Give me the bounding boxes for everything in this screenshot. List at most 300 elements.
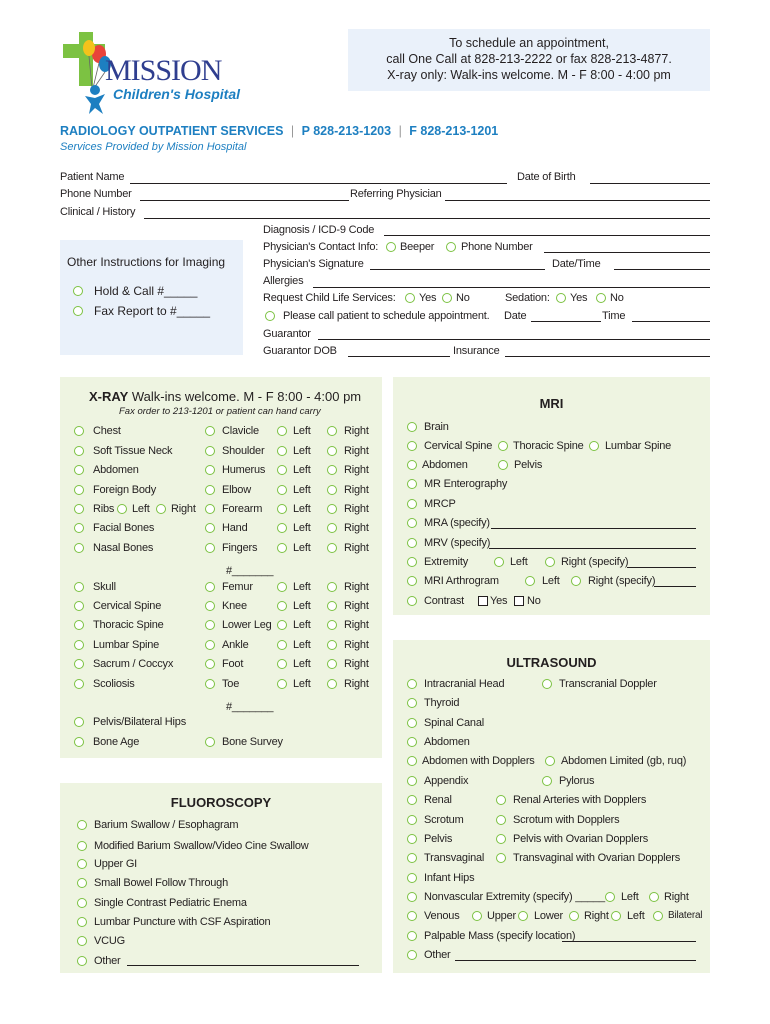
mri-contrast-label: Contrast	[424, 595, 464, 607]
us-appendix-label: Appendix	[424, 775, 469, 787]
mri-arthro-field[interactable]	[654, 586, 696, 587]
ribs-right-radio[interactable]	[156, 504, 166, 514]
us-pylorus-label: Pylorus	[559, 775, 595, 787]
beeper-label: Beeper	[400, 241, 435, 253]
xray-right-label: Right	[344, 678, 369, 690]
xray-col1-radio[interactable]	[74, 446, 84, 456]
us-venous-lower-label: Lower	[534, 910, 563, 922]
mri-abdomen-radio[interactable]	[407, 460, 417, 470]
contrast-no-label: No	[527, 595, 541, 607]
us-infant-label: Infant Hips	[424, 872, 475, 884]
us-abd-doppler-radio[interactable]	[407, 756, 417, 766]
toe-number-field: #_______	[226, 701, 274, 713]
xray-left-label: Left	[293, 503, 311, 515]
us-nonvascular-right-label: Right	[664, 891, 689, 903]
fluoro-item-label: Upper GI	[94, 858, 138, 870]
title-separator: |	[290, 124, 295, 138]
us-infant-radio[interactable]	[407, 873, 417, 883]
us-other-label: Other	[424, 949, 451, 961]
xray-title	[89, 389, 361, 404]
xray-col2b-label: Knee	[222, 600, 247, 612]
us-transcranial-label: Transcranial Doppler	[559, 678, 657, 690]
clinical-history-field[interactable]	[144, 218, 710, 219]
hold-call-label: Hold & Call #_____	[94, 284, 198, 298]
xray-col1b-radio[interactable]	[74, 582, 84, 592]
mri-mrcp-label: MRCP	[424, 498, 456, 510]
xray-left-label: Left	[293, 658, 311, 670]
xray-col2-radio[interactable]	[205, 485, 215, 495]
us-venous-radio[interactable]	[407, 911, 417, 921]
insurance-field[interactable]	[505, 356, 710, 357]
sedation-yes-radio[interactable]	[556, 293, 566, 303]
mri-mra-radio[interactable]	[407, 518, 417, 528]
child-life-no-radio[interactable]	[442, 293, 452, 303]
guarantor-dob-field[interactable]	[348, 356, 450, 357]
mri-extremity-right-label: Right (specify)	[561, 556, 629, 568]
xray-col1-radio[interactable]	[74, 523, 84, 533]
us-palpable-label: Palpable Mass (specify location)	[424, 930, 576, 942]
phone-number-radio[interactable]	[446, 242, 456, 252]
mri-extremity-left-label: Left	[510, 556, 528, 568]
pelvis-hips-radio[interactable]	[74, 717, 84, 727]
beeper-radio[interactable]	[386, 242, 396, 252]
xray-left-radio[interactable]	[277, 543, 287, 553]
xray-left-radio[interactable]	[277, 523, 287, 533]
xray-col2-label: Humerus	[222, 464, 266, 476]
fax-report-radio[interactable]	[73, 306, 83, 316]
mri-pelvis-radio[interactable]	[498, 460, 508, 470]
mri-pelvis-label: Pelvis	[514, 459, 543, 471]
us-venous-left-radio[interactable]	[611, 911, 621, 921]
mri-mra-field[interactable]	[491, 528, 696, 529]
mri-lumbar-radio[interactable]	[589, 441, 599, 451]
xray-col2-radio[interactable]	[205, 523, 215, 533]
xray-col1-label: Chest	[93, 425, 121, 437]
us-pelvis-radio[interactable]	[407, 834, 417, 844]
referring-physician-label: Referring Physician	[350, 188, 442, 200]
logo-wordmark: MISSION	[105, 54, 222, 87]
mri-mrv-field[interactable]	[489, 548, 696, 549]
us-other-field[interactable]	[455, 960, 696, 961]
xray-left-radio[interactable]	[277, 582, 287, 592]
xray-col1-radio[interactable]	[74, 485, 84, 495]
pelvis-hips-label: Pelvis/Bilateral Hips	[93, 716, 187, 728]
us-venous-bilateral-label: Bilateral	[668, 910, 703, 921]
fluoro-item-label: Other	[94, 955, 121, 967]
mri-lumbar-label: Lumbar Spine	[605, 440, 672, 452]
xray-left-label: Left	[293, 619, 311, 631]
xray-right-label: Right	[344, 445, 369, 457]
fluoro-item-radio[interactable]	[77, 859, 87, 869]
mri-arthro-right-radio[interactable]	[571, 576, 581, 586]
us-venous-upper-label: Upper	[487, 910, 516, 922]
mri-thoracic-label: Thoracic Spine	[513, 440, 584, 452]
xray-left-label: Left	[293, 464, 311, 476]
xray-left-radio[interactable]	[277, 465, 287, 475]
child-life-yes-label: Yes	[419, 292, 437, 304]
guarantor-dob-label: Guarantor DOB	[263, 345, 337, 357]
xray-col2-label: Forearm	[222, 503, 263, 515]
contact-info-label: Physician's Contact Info:	[263, 241, 379, 253]
xray-col2-radio[interactable]	[205, 426, 215, 436]
guarantor-field[interactable]	[318, 339, 710, 340]
us-venous-right-label: Right	[584, 910, 609, 922]
xray-right-radio[interactable]	[327, 523, 337, 533]
mri-cervical-label: Cervical Spine	[424, 440, 493, 452]
xray-col1b-label: Scoliosis	[93, 678, 135, 690]
us-thyroid-radio[interactable]	[407, 698, 417, 708]
ultrasound-title: ULTRASOUND	[506, 655, 597, 670]
xray-left-radio[interactable]	[277, 485, 287, 495]
mri-contrast-radio[interactable]	[407, 596, 417, 606]
us-transvaginal-label: Transvaginal	[424, 852, 485, 864]
xray-right-label: Right	[344, 639, 369, 651]
xray-right-label: Right	[344, 600, 369, 612]
xray-right-radio[interactable]	[327, 620, 337, 630]
schedule-date-label: Date	[504, 310, 527, 322]
us-abd-limited-label: Abdomen Limited (gb, ruq)	[561, 755, 687, 767]
dob-label: Date of Birth	[517, 171, 576, 183]
xray-left-radio[interactable]	[277, 640, 287, 650]
xray-title-bold: X-RAY	[89, 389, 129, 404]
referring-physician-field[interactable]	[445, 200, 710, 201]
xray-col2b-label: Ankle	[222, 639, 249, 651]
signature-field[interactable]	[370, 269, 545, 270]
xray-right-label: Right	[344, 425, 369, 437]
xray-right-label: Right	[344, 522, 369, 534]
us-scrotum-radio[interactable]	[407, 815, 417, 825]
mri-arthro-right-label: Right (specify)	[588, 575, 656, 587]
mri-cervical-radio[interactable]	[407, 441, 417, 451]
us-spinal-radio[interactable]	[407, 718, 417, 728]
xray-left-label: Left	[293, 678, 311, 690]
mri-brain-radio[interactable]	[407, 422, 417, 432]
xray-right-radio[interactable]	[327, 601, 337, 611]
us-intracranial-label: Intracranial Head	[424, 678, 505, 690]
xray-col2b-radio[interactable]	[205, 679, 215, 689]
sedation-yes-label: Yes	[570, 292, 588, 304]
schedule-line-3: X-ray only: Walk-ins welcome. M - F 8:00 - 4:00 pm	[387, 68, 671, 82]
xray-left-radio[interactable]	[277, 601, 287, 611]
xray-left-label: Left	[293, 581, 311, 593]
fax-number: F 828-213-1201	[409, 124, 499, 138]
us-pelvis-label: Pelvis	[424, 833, 453, 845]
patient-name-label: Patient Name	[60, 171, 125, 183]
mri-extremity-field[interactable]	[627, 567, 696, 568]
xray-col1b-radio[interactable]	[74, 679, 84, 689]
clinical-history-label: Clinical / History	[60, 206, 136, 218]
xray-left-label: Left	[293, 542, 311, 554]
ribs-right-label: Right	[171, 503, 196, 515]
xray-left-radio[interactable]	[277, 504, 287, 514]
xray-col2-radio[interactable]	[205, 504, 215, 514]
us-abdomen-radio[interactable]	[407, 737, 417, 747]
xray-right-radio[interactable]	[327, 679, 337, 689]
mri-enterography-label: MR Enterography	[424, 478, 508, 490]
us-nonvascular-left-radio[interactable]	[605, 892, 615, 902]
xray-col2-label: Hand	[222, 522, 248, 534]
mri-arthrogram-label: MRI Arthrogram	[424, 575, 499, 587]
xray-col2-label: Clavicle	[222, 425, 259, 437]
xray-right-label: Right	[344, 484, 369, 496]
bone-age-label: Bone Age	[93, 736, 140, 748]
us-intracranial-radio[interactable]	[407, 679, 417, 689]
xray-col1-label: Abdomen	[93, 464, 139, 476]
us-scrotum-d-radio[interactable]	[496, 815, 506, 825]
child-life-no-label: No	[456, 292, 470, 304]
xray-left-label: Left	[293, 425, 311, 437]
xray-col2-label: Shoulder	[222, 445, 265, 457]
xray-col1-label: Foreign Body	[93, 484, 157, 496]
xray-left-label: Left	[293, 639, 311, 651]
xray-col2b-label: Femur	[222, 581, 253, 593]
xray-right-radio[interactable]	[327, 485, 337, 495]
fluoro-item-label: Barium Swallow / Esophagram	[94, 819, 239, 831]
mri-arthrogram-radio[interactable]	[407, 576, 417, 586]
xray-col1b-label: Cervical Spine	[93, 600, 162, 612]
please-call-radio[interactable]	[265, 311, 275, 321]
sedation-no-label: No	[610, 292, 624, 304]
xray-right-radio[interactable]	[327, 659, 337, 669]
mri-extremity-label: Extremity	[424, 556, 469, 568]
schedule-date-field[interactable]	[531, 321, 601, 322]
schedule-line-1: To schedule an appointment,	[449, 36, 609, 50]
fluoro-item-radio[interactable]	[77, 878, 87, 888]
xray-left-radio[interactable]	[277, 446, 287, 456]
form-subtitle: Services Provided by Mission Hospital	[60, 141, 247, 153]
fluoroscopy-title: FLUOROSCOPY	[170, 795, 272, 810]
mri-mra-label: MRA (specify)	[424, 517, 490, 529]
phone-label: Phone Number	[60, 188, 132, 200]
mri-abdomen-label: Abdomen	[422, 459, 468, 471]
title-separator: |	[398, 124, 402, 138]
xray-left-label: Left	[293, 445, 311, 457]
mri-mrv-label: MRV (specify)	[424, 537, 491, 549]
mri-arthro-left-radio[interactable]	[525, 576, 535, 586]
mri-arthro-left-label: Left	[542, 575, 560, 587]
contrast-no-checkbox[interactable]	[514, 596, 524, 606]
fluoro-item-radio[interactable]	[77, 841, 87, 851]
other-instructions-title: Other Instructions for Imaging	[67, 255, 226, 269]
xray-right-radio[interactable]	[327, 543, 337, 553]
us-renal-art-label: Renal Arteries with Dopplers	[513, 794, 647, 806]
form-title-bar	[60, 124, 498, 138]
patient-name-field[interactable]	[130, 183, 507, 184]
fax-report-label: Fax Report to #_____	[94, 304, 211, 318]
mri-extremity-radio[interactable]	[407, 557, 417, 567]
mission-logo	[55, 26, 240, 118]
fluoro-item-label: VCUG	[94, 935, 125, 947]
us-renal-radio[interactable]	[407, 795, 417, 805]
xray-right-label: Right	[344, 619, 369, 631]
xray-col2-label: Elbow	[222, 484, 251, 496]
xray-right-radio[interactable]	[327, 446, 337, 456]
xray-right-radio[interactable]	[327, 640, 337, 650]
xray-col1-label: Nasal Bones	[93, 542, 154, 554]
mri-brain-label: Brain	[424, 421, 449, 433]
us-venous-label: Venous	[424, 910, 460, 922]
xray-fax-note: Fax order to 213-1201 or patient can hand carry	[119, 406, 321, 417]
sedation-no-radio[interactable]	[596, 293, 606, 303]
datetime-label: Date/Time	[552, 258, 601, 270]
xray-col2-label: Fingers	[222, 542, 258, 554]
us-pelvis-d-label: Pelvis with Ovarian Dopplers	[513, 833, 649, 845]
xray-right-label: Right	[344, 542, 369, 554]
xray-right-label: Right	[344, 503, 369, 515]
phone-number: P 828-213-1203	[301, 124, 392, 138]
xray-left-radio[interactable]	[277, 659, 287, 669]
mri-extremity-left-radio[interactable]	[494, 557, 504, 567]
xray-col1-label: Ribs	[93, 503, 115, 515]
us-pelvis-d-radio[interactable]	[496, 834, 506, 844]
contact-phone-field[interactable]	[544, 252, 710, 253]
fluoro-item-radio[interactable]	[77, 917, 87, 927]
contrast-yes-label: Yes	[490, 595, 508, 607]
ribs-left-label: Left	[132, 503, 150, 515]
xray-col2-radio[interactable]	[205, 465, 215, 475]
xray-right-radio[interactable]	[327, 465, 337, 475]
us-renal-art-radio[interactable]	[496, 795, 506, 805]
diagnosis-label: Diagnosis / ICD-9 Code	[263, 224, 375, 236]
xray-right-radio[interactable]	[327, 582, 337, 592]
mri-mrv-radio[interactable]	[407, 538, 417, 548]
schedule-time-field[interactable]	[632, 321, 710, 322]
xray-left-radio[interactable]	[277, 426, 287, 436]
xray-col1b-radio[interactable]	[74, 659, 84, 669]
xray-col2b-radio[interactable]	[205, 582, 215, 592]
us-abdomen-label: Abdomen	[424, 736, 470, 748]
bone-age-radio[interactable]	[74, 737, 84, 747]
xray-col2-radio[interactable]	[205, 446, 215, 456]
xray-title-rest: Walk-ins welcome. M - F 8:00 - 4:00 pm	[128, 389, 362, 404]
fluoro-item-label: Lumbar Puncture with CSF Aspiration	[94, 916, 271, 928]
us-abd-doppler-label: Abdomen with Dopplers	[422, 755, 535, 767]
ribs-left-radio[interactable]	[117, 504, 127, 514]
xray-col1b-label: Thoracic Spine	[93, 619, 164, 631]
bone-survey-radio[interactable]	[205, 737, 215, 747]
us-venous-bilateral-radio[interactable]	[653, 911, 663, 921]
us-transcranial-radio[interactable]	[542, 679, 552, 689]
fluoro-item-radio[interactable]	[77, 936, 87, 946]
fluoro-item-label: Single Contrast Pediatric Enema	[94, 897, 247, 909]
xray-col1-radio[interactable]	[74, 543, 84, 553]
other-instructions-panel	[60, 240, 243, 355]
us-palpable-radio[interactable]	[407, 931, 417, 941]
phone-number-label: Phone Number	[461, 241, 533, 253]
us-venous-upper-radio[interactable]	[472, 911, 482, 921]
insurance-label: Insurance	[453, 345, 500, 357]
xray-right-label: Right	[344, 464, 369, 476]
xray-right-label: Right	[344, 658, 369, 670]
bone-survey-label: Bone Survey	[222, 736, 283, 748]
us-venous-left-label: Left	[627, 910, 645, 922]
allergies-field[interactable]	[313, 287, 710, 288]
us-venous-lower-radio[interactable]	[518, 911, 528, 921]
xray-col2-radio[interactable]	[205, 543, 215, 553]
contrast-yes-checkbox[interactable]	[478, 596, 488, 606]
signature-label: Physician's Signature	[263, 258, 364, 270]
us-transvaginal-d-radio[interactable]	[496, 853, 506, 863]
fluoro-item-label: Modified Barium Swallow/Video Cine Swallow	[94, 840, 309, 852]
dob-field[interactable]	[590, 183, 710, 184]
guarantor-label: Guarantor	[263, 328, 311, 340]
fluoro-item-radio[interactable]	[77, 898, 87, 908]
schedule-line-2: call One Call at 828-213-2222 or fax 828-213-4877.	[386, 52, 672, 66]
us-pylorus-radio[interactable]	[542, 776, 552, 786]
xray-left-radio[interactable]	[277, 620, 287, 630]
xray-col2b-radio[interactable]	[205, 620, 215, 630]
fingers-number-field: #_______	[226, 565, 274, 577]
child-life-label: Request Child Life Services:	[263, 292, 396, 304]
xray-col1-radio[interactable]	[74, 426, 84, 436]
xray-left-radio[interactable]	[277, 679, 287, 689]
us-nonvascular-radio[interactable]	[407, 892, 417, 902]
us-appendix-radio[interactable]	[407, 776, 417, 786]
xray-col1-radio[interactable]	[74, 504, 84, 514]
hold-call-radio[interactable]	[73, 286, 83, 296]
xray-col1b-radio[interactable]	[74, 601, 84, 611]
fluoro-item-radio[interactable]	[77, 956, 87, 966]
xray-right-radio[interactable]	[327, 504, 337, 514]
us-scrotum-label: Scrotum	[424, 814, 464, 826]
xray-left-label: Left	[293, 484, 311, 496]
xray-col2b-radio[interactable]	[205, 640, 215, 650]
xray-col2b-label: Foot	[222, 658, 244, 670]
us-transvaginal-d-label: Transvaginal with Ovarian Dopplers	[513, 852, 681, 864]
xray-col1b-radio[interactable]	[74, 640, 84, 650]
fluoro-other-field[interactable]	[127, 965, 359, 966]
mri-mrcp-radio[interactable]	[407, 499, 417, 509]
form-title: RADIOLOGY OUTPATIENT SERVICES	[60, 124, 284, 138]
child-life-yes-radio[interactable]	[405, 293, 415, 303]
us-scrotum-d-label: Scrotum with Dopplers	[513, 814, 620, 826]
schedule-time-label: Time	[602, 310, 626, 322]
us-nonvascular-right-radio[interactable]	[649, 892, 659, 902]
us-abd-limited-radio[interactable]	[545, 756, 555, 766]
xray-right-radio[interactable]	[327, 426, 337, 436]
fluoro-item-radio[interactable]	[77, 820, 87, 830]
mri-enterography-radio[interactable]	[407, 479, 417, 489]
xray-col1b-label: Skull	[93, 581, 116, 593]
fluoro-item-label: Small Bowel Follow Through	[94, 877, 228, 889]
xray-col2b-radio[interactable]	[205, 601, 215, 611]
us-palpable-field[interactable]	[562, 941, 696, 942]
us-transvaginal-radio[interactable]	[407, 853, 417, 863]
us-nonvascular-left-label: Left	[621, 891, 639, 903]
diagnosis-field[interactable]	[384, 235, 710, 236]
us-venous-right-radio[interactable]	[569, 911, 579, 921]
mri-extremity-right-radio[interactable]	[545, 557, 555, 567]
xray-col2b-label: Toe	[222, 678, 240, 690]
xray-col1b-radio[interactable]	[74, 620, 84, 630]
sedation-label: Sedation:	[505, 292, 550, 304]
us-nonvascular-label: Nonvascular Extremity (specify) _____	[424, 891, 605, 903]
us-other-radio[interactable]	[407, 950, 417, 960]
xray-col2b-radio[interactable]	[205, 659, 215, 669]
xray-col1-radio[interactable]	[74, 465, 84, 475]
us-spinal-label: Spinal Canal	[424, 717, 484, 729]
xray-right-label: Right	[344, 581, 369, 593]
xray-col1b-label: Sacrum / Coccyx	[93, 658, 174, 670]
datetime-field[interactable]	[614, 269, 710, 270]
us-thyroid-label: Thyroid	[424, 697, 460, 709]
phone-field[interactable]	[140, 200, 349, 201]
xray-col1-label: Facial Bones	[93, 522, 155, 534]
xray-left-label: Left	[293, 522, 311, 534]
mri-thoracic-radio[interactable]	[498, 441, 508, 451]
xray-col1b-label: Lumbar Spine	[93, 639, 160, 651]
xray-col2b-label: Lower Leg	[222, 619, 272, 631]
